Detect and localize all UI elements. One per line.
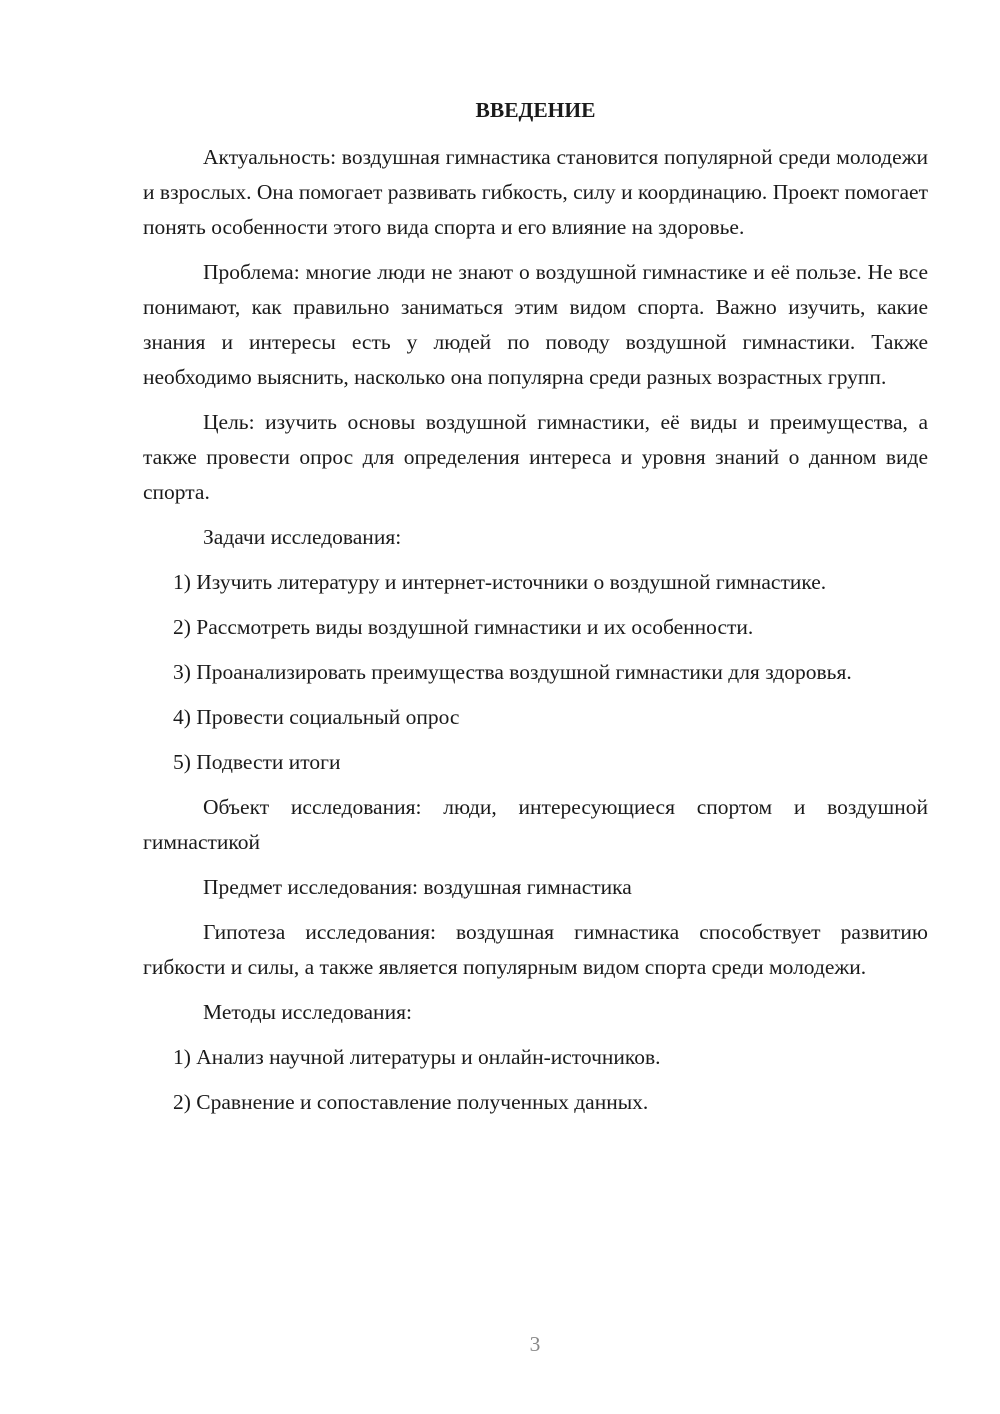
object-paragraph: Объект исследования: люди, интересующиеся спортом и воздушной гимнастикой [143,795,928,854]
section-title: ВВЕДЕНИЕ [475,98,596,122]
task-item: 2) Рассмотреть виды воздушной гимнастики и их особенности. [173,615,754,639]
tasks-heading: Задачи исследования: [203,525,402,549]
task-item: 5) Подвести итоги [173,750,341,774]
task-item: 3) Проанализировать преимущества воздушной гимнастики для здоровья. [173,660,852,684]
task-item: 1) Изучить литературу и интернет-источники о воздушной гимнастике. [173,570,827,594]
methods-heading: Методы исследования: [203,1000,412,1024]
hypothesis-paragraph: Гипотеза исследования: воздушная гимнастика способствует развитию гибкости и силы, а также является популярным видом спорта среди молодежи. [143,920,928,979]
subject-paragraph: Предмет исследования: воздушная гимнастика [203,875,632,899]
document-page [143,95,928,1130]
task-item: 4) Провести социальный опрос [173,705,460,729]
problem-paragraph: Проблема: многие люди не знают о воздушной гимнастике и её пользе. Не все понимают, как правильно заниматься этим видом спорта. Важно изучить, какие знания и интересы есть у людей по поводу воздушной гимнастики. Также необходимо выяснить, насколько она популярна среди разных возрастных групп. [143,260,928,389]
method-item: 1) Анализ научной литературы и онлайн-источников. [173,1045,661,1069]
page-number: 3 [529,1332,541,1356]
relevance-paragraph: Актуальность: воздушная гимнастика становится популярной среди молодежи и взрослых. Она помогает развивать гибкость, силу и координацию. Проект помогает понять особенности этого вида спорта и его влияние на здоровье. [143,145,928,239]
goal-paragraph: Цель: изучить основы воздушной гимнастики, её виды и преимущества, а также провести опрос для определения интереса и уровня знаний о данном виде спорта. [143,410,928,504]
method-item: 2) Сравнение и сопоставление полученных данных. [173,1090,649,1114]
